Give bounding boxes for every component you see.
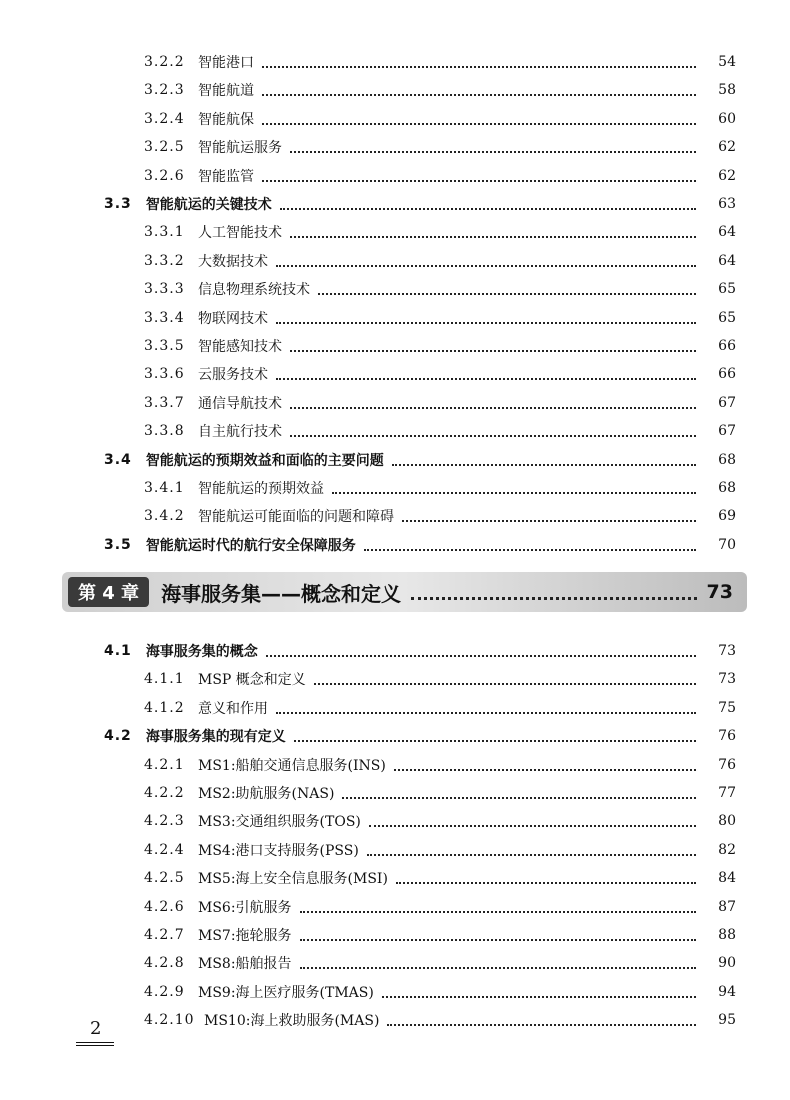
toc-entry-number: 4.2.9 — [144, 983, 185, 1000]
toc-subsection-entry[interactable] — [0, 921, 790, 949]
toc-entry-number: 3.3.7 — [144, 394, 185, 411]
toc-entry-title: MS10:海上救助服务(MAS) — [204, 1013, 380, 1030]
toc-subsection-entry[interactable] — [0, 48, 790, 76]
toc-entry-page: 66 — [718, 338, 736, 354]
toc-entry-page: 67 — [718, 423, 736, 440]
toc-entry-number: 3.4.1 — [144, 480, 185, 496]
toc-entry-title: MS2:助航服务(NAS) — [198, 786, 335, 802]
toc-subsection-entry[interactable] — [0, 304, 790, 332]
toc-entry-page: 76 — [718, 756, 736, 773]
dot-leader — [280, 206, 696, 210]
toc-entry-number: 3.3.2 — [144, 252, 185, 269]
toc-entry-number: 4.2.5 — [144, 870, 185, 887]
toc-entry-title: 意义和作用 — [198, 700, 268, 717]
toc-entry-title: 大数据技术 — [198, 253, 268, 270]
toc-entry-title: 智能航运的关键技术 — [145, 197, 272, 213]
dot-leader — [290, 234, 696, 238]
toc-entry-number: 3.2.2 — [144, 54, 185, 70]
toc-entry-page: 88 — [718, 927, 736, 943]
toc-subsection-entry[interactable] — [0, 779, 790, 807]
chapter-title: 海事服务集——概念和定义 — [161, 581, 402, 606]
dot-leader — [300, 909, 696, 913]
dot-leader — [276, 263, 696, 267]
toc-subsection-entry[interactable] — [0, 665, 790, 693]
toc-entry-number: 3.3.3 — [144, 281, 185, 298]
toc-entry-page: 58 — [718, 82, 736, 99]
toc-entry-page: 62 — [718, 139, 736, 156]
toc-subsection-entry[interactable] — [0, 247, 790, 275]
dot-leader — [290, 433, 696, 437]
toc-entry-page: 80 — [718, 813, 736, 830]
toc-subsection-entry[interactable] — [0, 76, 790, 104]
toc-entry-number: 3.2.6 — [144, 167, 185, 184]
toc-subsection-entry[interactable] — [0, 978, 790, 1006]
footer-rule — [76, 1042, 114, 1043]
dot-leader — [266, 653, 696, 657]
dot-leader — [276, 710, 696, 714]
toc-entry-title: 物联网技术 — [198, 310, 268, 327]
dot-leader — [262, 92, 696, 96]
chapter-number-badge: 第 4 章 — [68, 577, 149, 607]
dot-leader — [387, 1022, 696, 1026]
dot-leader — [300, 937, 696, 941]
toc-entry-page: 66 — [718, 366, 736, 383]
dot-leader — [332, 490, 696, 494]
toc-entry-title: MSP 概念和定义 — [198, 672, 306, 689]
dot-leader — [276, 320, 696, 324]
toc-entry-number: 4.2.7 — [144, 927, 185, 943]
toc-entry-title: 智能航保 — [198, 111, 254, 128]
toc-entry-page: 87 — [718, 898, 736, 915]
toc-subsection-entry[interactable] — [0, 474, 790, 502]
toc-entry-page: 77 — [718, 785, 736, 801]
toc-entry-number: 4.2.6 — [144, 898, 185, 915]
toc-subsection-entry[interactable] — [0, 133, 790, 161]
toc-entry-number: 4.1.1 — [144, 671, 185, 688]
toc-entry-title: 云服务技术 — [198, 367, 268, 384]
toc-subsection-entry[interactable] — [0, 864, 790, 892]
toc-entry-title: MS4:港口支持服务(PSS) — [198, 842, 359, 859]
dot-leader — [290, 348, 696, 352]
dot-leader — [369, 823, 696, 827]
toc-entry-title: 人工智能技术 — [198, 225, 282, 242]
toc-entry-page: 64 — [718, 224, 736, 241]
toc-entry-title: MS9:海上医疗服务(TMAS) — [198, 984, 374, 1001]
toc-entry-page: 63 — [718, 196, 736, 212]
chapter-banner[interactable] — [62, 572, 747, 612]
dot-leader — [294, 738, 696, 742]
toc-subsection-entry[interactable] — [0, 893, 790, 921]
toc-entry-number: 3.4.2 — [144, 508, 185, 525]
toc-entry-title: 智能航运时代的航行安全保障服务 — [145, 537, 356, 554]
toc-entry-page: 60 — [718, 110, 736, 127]
dot-leader — [396, 880, 696, 884]
toc-subsection-entry[interactable] — [0, 332, 790, 360]
dot-leader — [392, 462, 696, 466]
toc-entry-number: 3.3.5 — [144, 338, 185, 354]
toc-entry-number: 4.2.3 — [144, 813, 185, 830]
toc-entry-title: 智能感知技术 — [198, 339, 282, 355]
toc-entry-page: 82 — [718, 841, 736, 858]
dot-leader — [262, 121, 696, 125]
dot-leader — [411, 595, 696, 600]
toc-entry-title: 智能港口 — [198, 55, 254, 71]
toc-entry-page: 54 — [718, 54, 736, 70]
toc-entry-number: 3.5 — [104, 536, 132, 553]
toc-entry-number: 3.3.1 — [144, 224, 185, 241]
toc-entry-page: 73 — [718, 671, 736, 688]
toc-entry-page: 90 — [718, 955, 736, 972]
toc-subsection-entry[interactable] — [0, 417, 790, 445]
toc-subsection-entry[interactable] — [0, 694, 790, 722]
toc-entry-page: 67 — [718, 394, 736, 411]
toc-entry-number: 4.2 — [104, 728, 132, 745]
toc-section-entry[interactable] — [0, 190, 790, 218]
toc-subsection-entry[interactable] — [0, 162, 790, 190]
toc-entry-title: 信息物理系统技术 — [198, 282, 310, 299]
toc-entry-number: 4.1 — [104, 643, 132, 659]
toc-entry-number: 3.3 — [104, 196, 132, 212]
toc-subsection-entry[interactable] — [0, 502, 790, 530]
dot-leader — [276, 376, 696, 380]
toc-entry-title: 智能航运的预期效益 — [198, 481, 324, 497]
toc-subsection-entry[interactable] — [0, 751, 790, 779]
toc-entry-title: MS5:海上安全信息服务(MSI) — [198, 871, 388, 888]
toc-subsection-entry[interactable] — [0, 389, 790, 417]
toc-entry-number: 3.3.4 — [144, 309, 185, 326]
toc-entry-title: 智能航运服务 — [198, 140, 282, 157]
toc-entry-title: 智能航道 — [198, 83, 254, 100]
toc-entry-page: 64 — [718, 252, 736, 269]
toc-entry-page: 65 — [718, 281, 736, 298]
toc-subsection-entry[interactable] — [0, 807, 790, 835]
toc-entry-title: MS7:拖轮服务 — [198, 928, 292, 944]
toc-entry-page: 76 — [718, 728, 736, 745]
dot-leader — [367, 852, 696, 856]
toc-subsection-entry[interactable] — [0, 1006, 790, 1034]
toc-section-entry[interactable] — [0, 637, 790, 665]
toc-entry-page: 65 — [718, 309, 736, 326]
toc-entry-page: 69 — [718, 508, 736, 525]
toc-entry-page: 62 — [718, 167, 736, 184]
toc-entry-number: 4.1.2 — [144, 699, 185, 716]
toc-entry-title: 通信导航技术 — [198, 395, 282, 412]
dot-leader — [382, 994, 696, 998]
toc-subsection-entry[interactable] — [0, 949, 790, 977]
toc-entry-title: MS1:船舶交通信息服务(INS) — [198, 757, 386, 774]
dot-leader — [300, 965, 696, 969]
toc-entry-page: 95 — [718, 1012, 736, 1029]
dot-leader — [364, 547, 696, 551]
dot-leader — [314, 681, 696, 685]
toc-entry-title: 智能航运可能面临的问题和障碍 — [198, 509, 394, 526]
toc-section-entry[interactable] — [0, 446, 790, 474]
toc-entry-number: 3.3.8 — [144, 423, 185, 440]
toc-subsection-entry[interactable] — [0, 275, 790, 303]
chapter-page-number: 73 — [706, 581, 733, 603]
toc-entry-number: 3.3.6 — [144, 366, 185, 383]
toc-entry-title: 智能监管 — [198, 168, 254, 185]
dot-leader — [290, 405, 696, 409]
dot-leader — [402, 518, 696, 522]
toc-entry-title: MS3:交通组织服务(TOS) — [198, 814, 361, 831]
toc-section-entry[interactable] — [0, 531, 790, 559]
toc-entry-page: 94 — [718, 983, 736, 1000]
toc-entry-number: 3.2.3 — [144, 82, 185, 99]
toc-entry-number: 4.2.10 — [144, 1012, 195, 1029]
toc-entry-title: 自主航行技术 — [198, 424, 282, 441]
toc-subsection-entry[interactable] — [0, 218, 790, 246]
toc-entry-page: 68 — [718, 480, 736, 496]
toc-entry-title: 海事服务集的概念 — [145, 644, 258, 660]
footer-rule — [76, 1045, 114, 1046]
dot-leader — [290, 149, 696, 153]
toc-entry-title: MS6:引航服务 — [198, 899, 292, 916]
toc-entry-number: 3.4 — [104, 451, 132, 468]
toc-entry-number: 3.2.5 — [144, 139, 185, 156]
page-number: 2 — [90, 1018, 102, 1039]
toc-entry-page: 68 — [718, 451, 736, 468]
toc-entry-title: 海事服务集的现有定义 — [145, 729, 286, 746]
toc-entry-page: 70 — [718, 536, 736, 553]
toc-subsection-entry[interactable] — [0, 360, 790, 388]
toc-entry-number: 4.2.4 — [144, 841, 185, 858]
toc-entry-page: 75 — [718, 699, 736, 716]
toc-entry-page: 84 — [718, 870, 736, 887]
toc-subsection-entry[interactable] — [0, 836, 790, 864]
dot-leader — [262, 64, 696, 68]
toc-entry-number: 4.2.1 — [144, 756, 185, 773]
toc-entry-title: 智能航运的预期效益和面临的主要问题 — [145, 452, 384, 469]
dot-leader — [394, 767, 696, 771]
toc-entry-number: 4.2.2 — [144, 785, 185, 801]
dot-leader — [318, 291, 696, 295]
toc-section-entry[interactable] — [0, 722, 790, 750]
toc-entry-number: 3.2.4 — [144, 110, 185, 127]
dot-leader — [342, 795, 696, 799]
dot-leader — [262, 178, 696, 182]
toc-entry-number: 4.2.8 — [144, 955, 185, 972]
toc-entry-page: 73 — [718, 643, 736, 659]
toc-subsection-entry[interactable] — [0, 105, 790, 133]
toc-entry-title: MS8:船舶报告 — [198, 956, 292, 973]
